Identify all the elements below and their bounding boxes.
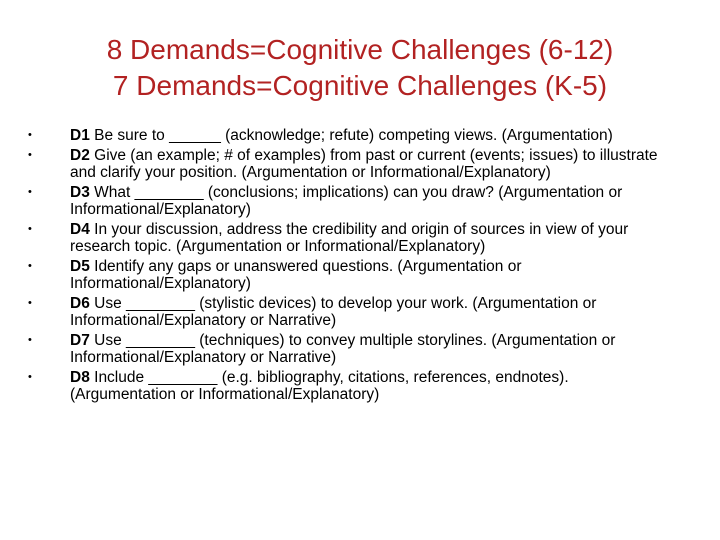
- demand-text: Be sure to ______ (acknowledge; refute) competing views. (Argumentation): [89, 127, 613, 144]
- bullet-icon: •: [28, 371, 32, 383]
- demand-text: Use ________ (stylistic devices) to develop your work. (Argumentation or Informational/Explanatory or Narrative): [70, 295, 597, 329]
- demand-text: In your discussion, address the credibility and origin of sources in view of your research topic. (Argumentation or Informational/Explanatory): [70, 221, 629, 255]
- demands-list: [28, 127, 678, 406]
- bullet-icon: •: [28, 149, 32, 161]
- list-item: [28, 295, 678, 329]
- demand-code: D4: [70, 221, 90, 238]
- list-item: [28, 258, 678, 292]
- list-item: [28, 332, 678, 366]
- bullet-icon: •: [28, 260, 32, 272]
- bullet-icon: •: [28, 334, 32, 346]
- title-line-1: 8 Demands=Cognitive Challenges (6-12): [106, 34, 614, 65]
- demand-code: D7: [70, 332, 90, 349]
- demand-code: D3: [70, 184, 90, 201]
- list-item: [28, 184, 678, 218]
- demand-text: Give (an example; # of examples) from past or current (events; issues) to illustrate and clarify your position. (Argumentation or Informational/Explanatory): [70, 147, 658, 181]
- demand-code: D6: [70, 295, 90, 312]
- demand-code: D2: [70, 147, 90, 164]
- demand-code: D8: [70, 369, 90, 386]
- bullet-icon: •: [28, 129, 32, 141]
- bullet-icon: •: [28, 297, 32, 309]
- list-item: [28, 221, 678, 255]
- demand-text: Include ________ (e.g. bibliography, citations, references, endnotes). (Argumentation or Informational/Explanatory): [70, 369, 569, 403]
- demand-code: D1: [70, 127, 90, 144]
- bullet-icon: •: [28, 223, 32, 235]
- list-item: [28, 127, 678, 144]
- title-line-2: 7 Demands=Cognitive Challenges (K-5): [112, 70, 608, 101]
- demand-text: What ________ (conclusions; implications) can you draw? (Argumentation or Informational/Explanatory): [70, 184, 623, 218]
- list-item: [28, 369, 678, 403]
- demand-text: Identify any gaps or unanswered questions. (Argumentation or Informational/Explanatory): [70, 258, 522, 292]
- list-item: [28, 147, 678, 181]
- demand-text: Use ________ (techniques) to convey multiple storylines. (Argumentation or Informational/Explanatory or Narrative): [70, 332, 616, 366]
- slide-title: [0, 32, 720, 104]
- demand-code: D5: [70, 258, 90, 275]
- bullet-icon: •: [28, 186, 32, 198]
